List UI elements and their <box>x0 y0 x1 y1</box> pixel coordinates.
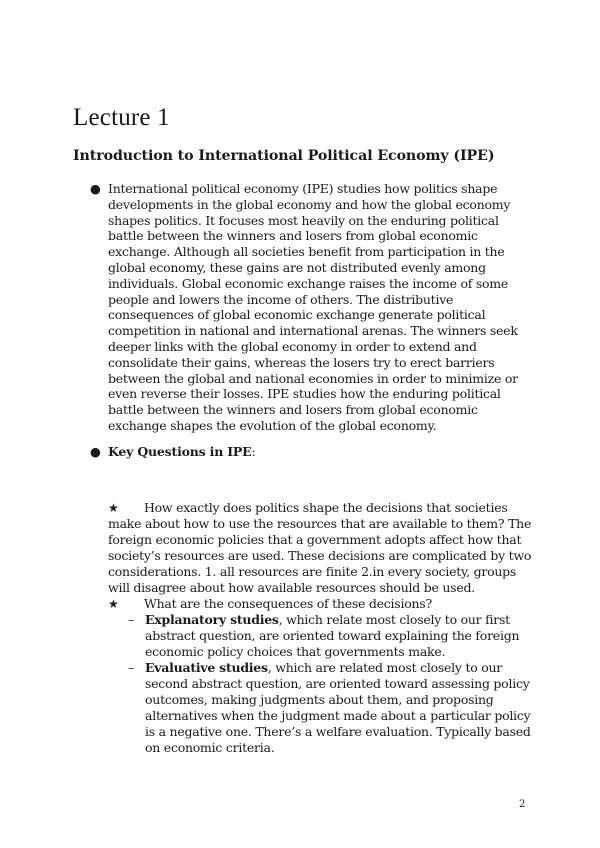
evaluative-term: Evaluative studies <box>145 660 268 675</box>
dash-icon: – <box>128 612 135 627</box>
question-1 <box>108 500 533 596</box>
bullet-icon: ● <box>90 181 101 196</box>
key-questions-label: Key Questions in IPE <box>108 444 252 459</box>
question-2 <box>108 596 432 612</box>
key-questions-heading <box>108 444 255 460</box>
dash-icon: – <box>128 660 135 675</box>
explanatory-text: , which relate most closely to our first abstract question, are oriented toward explaining the foreign economic policy choices that governments make. <box>145 612 520 659</box>
question-1-text: How exactly does politics shape the decisions that societies make about how to use the resources that are available to them? The foreign economic policies that a government adopts affect how that society’s resources are used. These decisions are complicated by two considerations. 1. all resources are finite 2.in every society, groups will disagree about how available resources should be used. <box>108 500 532 595</box>
star-icon: ★ <box>108 597 119 611</box>
key-questions-suffix: : <box>251 444 256 459</box>
evaluative-studies <box>145 660 535 756</box>
lecture-title: Lecture 1 <box>73 104 170 131</box>
explanatory-studies <box>145 612 535 660</box>
star-icon: ★ <box>108 501 119 515</box>
section-heading: Introduction to International Political Economy (IPE) <box>73 148 495 164</box>
bullet-icon: ● <box>90 444 101 459</box>
intro-paragraph: International political economy (IPE) studies how politics shape developments in the global economy and how the global economy shapes politics. It focuses most heavily on the enduring political battle between the winners and losers from global economic exchange. Although all societies benefit from participation in the global economy, these gains are not distributed evenly among individuals. Global economic exchange raises the income of some people and lowers the income of others. The distributive consequences of global economic exchange generate political competition in national and international arenas. The winners seek deeper links with the global economy in order to extend and consolidate their gains, whereas the losers try to erect barriers between the global and national economies in order to minimize or even reverse their losses. IPE studies how the enduring political battle between the winners and losers from global economic exchange shapes the evolution of the global economy. <box>108 181 518 433</box>
page-number: 2 <box>519 799 526 810</box>
question-2-text: What are the consequences of these decisions? <box>144 596 432 611</box>
evaluative-text: , which are related most closely to our second abstract question, are oriented toward assessing policy outcomes, making judgments about them, and proposing alternatives when the judgment made about a particular policy is a negative one. There’s a welfare evaluation. Typically based on economic criteria. <box>145 660 531 755</box>
explanatory-term: Explanatory studies <box>145 612 279 627</box>
